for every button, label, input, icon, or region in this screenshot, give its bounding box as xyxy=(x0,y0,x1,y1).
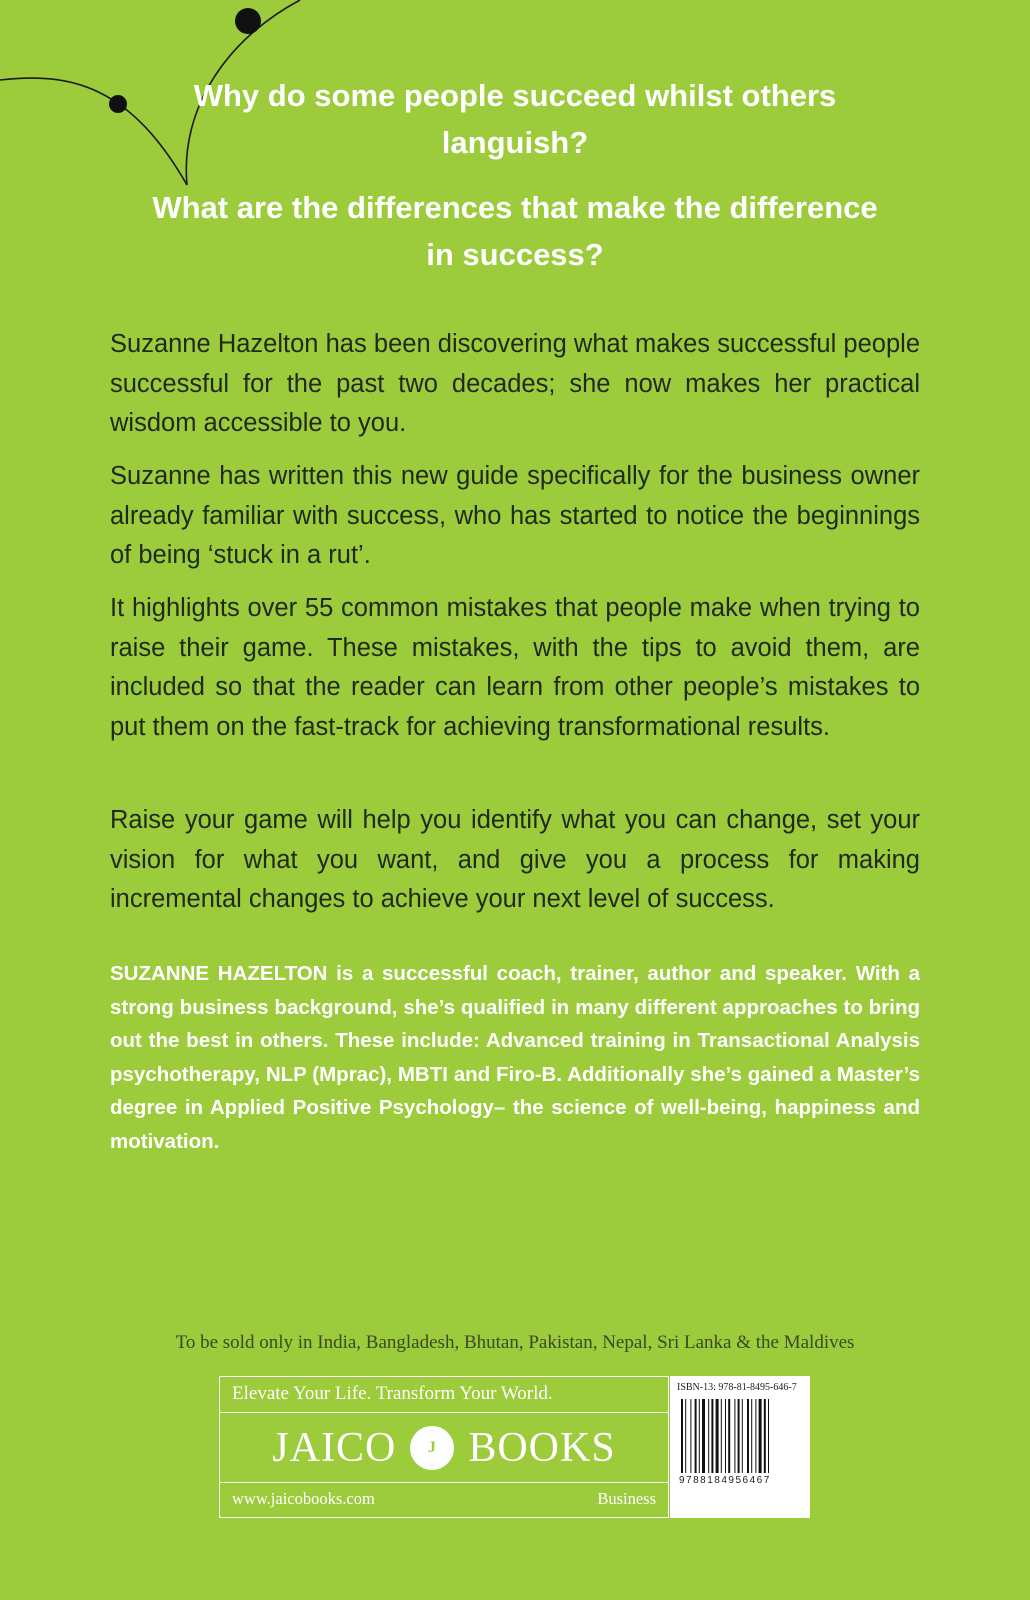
jaico-sun-icon xyxy=(410,1426,454,1470)
blurb-paragraph-1: Suzanne Hazelton has been discovering what makes successful people successful for the past two decades; she now makes her practical wisdom accessible to you. xyxy=(110,330,920,437)
barcode-bar xyxy=(711,1399,713,1473)
headline-question-1: Why do some people succeed whilst others languish? xyxy=(193,78,837,160)
barcode-bar xyxy=(708,1399,709,1473)
barcode-bar xyxy=(734,1399,735,1473)
publisher-url: www.jaicobooks.com xyxy=(232,1489,375,1508)
barcode-bar xyxy=(716,1399,719,1473)
barcode-bar xyxy=(768,1399,769,1473)
barcode-bar xyxy=(738,1399,740,1473)
barcode-bar xyxy=(685,1399,686,1473)
barcode-digits: 9788184956467 xyxy=(679,1475,771,1486)
barcode-bar xyxy=(742,1399,743,1473)
barcode-bar xyxy=(695,1399,697,1473)
author-bio: SUZANNE HAZELTON is a successful coach, trainer, author and speaker. With a strong business background, she’s qualified in many different approaches to bring out the best in others. These include: Advanced training in Transactional Analysis psychotherapy, NLP (Mprac), MBTI and Firo-B. Additionally she’s gained a Master’s degree in Applied Positive Psychology– the science of well-being, happiness and motivation. xyxy=(110,962,920,1153)
barcode-panel xyxy=(670,1376,810,1518)
sales-territory-notice: To be sold only in India, Bangladesh, Bhutan, Pakistan, Nepal, Sri Lanka & the Maldives xyxy=(175,1332,855,1353)
blurb-paragraph-4: Raise your game will help you identify what you can change, set your vision for what you want, and give you a process for making incremental changes to achieve your next level of success. xyxy=(110,806,920,913)
publisher-name-left: JAICO xyxy=(272,1424,397,1471)
barcode-icon xyxy=(681,1399,801,1473)
barcode-bar xyxy=(728,1399,730,1473)
logo-letter: J xyxy=(427,1438,437,1456)
barcode-bar xyxy=(751,1399,752,1473)
barcode-bar xyxy=(721,1399,722,1473)
publisher-box xyxy=(219,1376,669,1518)
barcode-bar xyxy=(764,1399,766,1473)
isbn-label: ISBN-13: 978-81-8495-646-7 xyxy=(677,1382,797,1393)
barcode-bar xyxy=(681,1399,683,1473)
orbit-dot-large xyxy=(235,8,261,34)
orbit-dot-small xyxy=(109,95,127,113)
publisher-tagline: Elevate Your Life. Transform Your World. xyxy=(220,1377,668,1413)
publisher-name-right: BOOKS xyxy=(468,1424,616,1471)
blurb-paragraph-3: It highlights over 55 common mistakes that people make when trying to raise their game. These mistakes, with the tips to avoid them, are included so that the reader can learn from other people’s mistakes to put them on the fast-track for achieving transformational results. xyxy=(110,594,920,741)
headline-question-2: What are the differences that make the difference in success? xyxy=(152,190,878,272)
barcode-bar xyxy=(747,1399,749,1473)
barcode-bar xyxy=(699,1399,700,1473)
barcode-bar xyxy=(755,1399,756,1473)
barcode-bar xyxy=(690,1399,691,1473)
barcode-bar xyxy=(759,1399,762,1473)
barcode-bar xyxy=(725,1399,726,1473)
blurb-paragraph-2: Suzanne has written this new guide specifically for the business owner already familiar with success, who has started to notice the beginnings of being ‘stuck in a rut’. xyxy=(110,462,920,569)
book-category: Business xyxy=(597,1489,656,1508)
publisher-logo xyxy=(220,1413,668,1483)
barcode-bar xyxy=(702,1399,705,1473)
